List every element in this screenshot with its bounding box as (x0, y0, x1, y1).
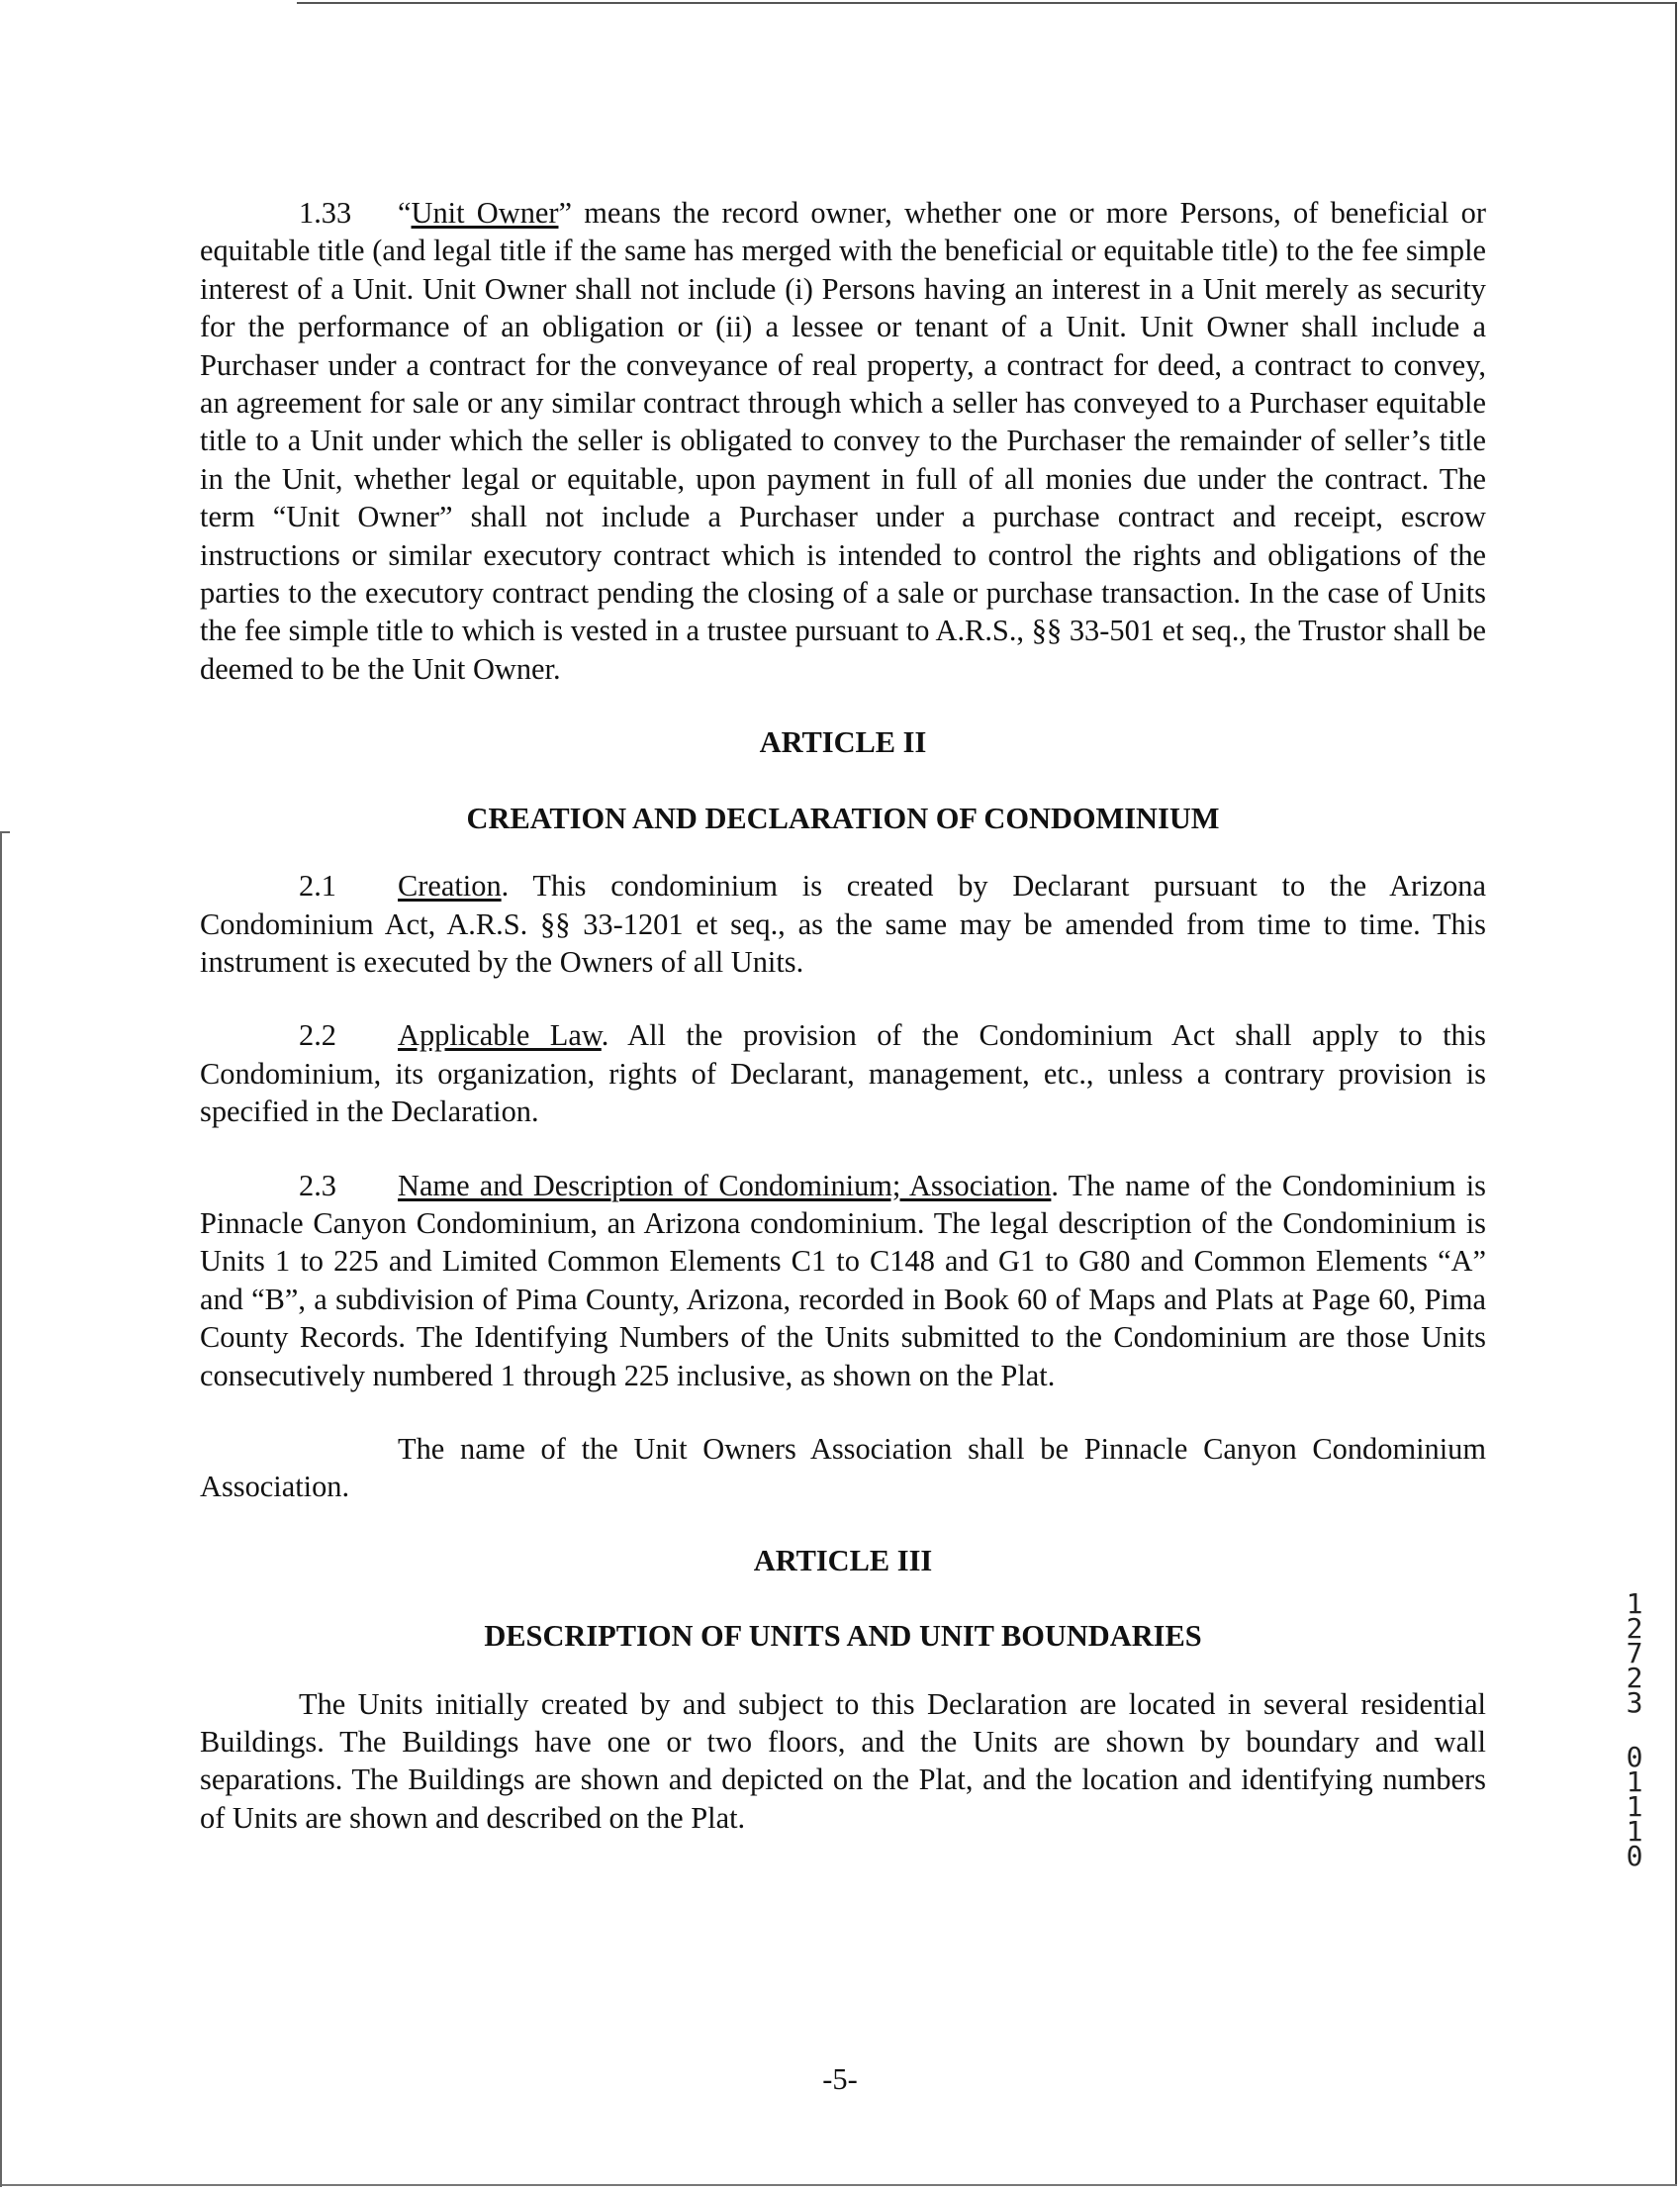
stamp-digit: 0 (1626, 1741, 1643, 1773)
article-3-body: The Units initially created by and subject to this Declaration are located in several residential Buildings. The Buildings have one or two floors, and the Units are shown by boundary and wall separations. The Buildings are shown and depicted on the Plat, and the location and identifying numbers of Units are shown and described on the Plat. (200, 1686, 1486, 1835)
association-paragraph: The name of the Unit Owners Association shall be Pinnacle Canyon Condominium Association. (200, 1431, 1486, 1504)
scan-edge-bottom (0, 2184, 1677, 2186)
stamp-digit: 2 (1626, 1612, 1643, 1645)
section-2-1-body: . This condominium is created by Declarant pursuant to the Arizona Condominium Act, A.R.S. §§ 33-1201 et seq., as the same may be amended from time to time. This instrument is executed by the Owners of all Units. (200, 869, 1486, 979)
stamp-digit: 1 (1626, 1587, 1643, 1620)
stamp-digit: 2 (1626, 1662, 1643, 1694)
stamp-digit: 0 (1626, 1840, 1643, 1872)
section-2-1-number: 2.1 (299, 869, 336, 904)
section-2-2-body: . All the provision of the Condominium Act shall apply to this Condominium, its organization, rights of Declarant, management, etc., unless a contrary provision is specified in the Declaration. (200, 1018, 1486, 1129)
section-1-33-number: 1.33 (299, 196, 352, 230)
section-2-2 (200, 1016, 1486, 1130)
section-1-33-body: ” means the record owner, whether one or more Persons, of beneficial or equitable title (and legal title if the same has merged with the beneficial or equitable title) to the fee simple interest of a Unit. Unit Owner shall not include (i) Persons having an interest in a Unit merely as security for the performance of an obligation or (ii) a lessee or tenant of a Unit. Unit Owner shall include a Purchaser under a contract for the conveyance of real property, a contract for deed, a contract to convey, an agreement for sale or any similar contract through which a seller has conveyed to a Purchaser equitable title to a Unit under which the seller is obligated to convey to the Purchaser the remainder of seller’s title in the Unit, whether legal or equitable, upon payment in full of all monies due under the contract. The term “Unit Owner” shall not include a Purchaser under a purchase contract and receipt, escrow instructions or similar executory contract which is intended to control the rights and obligations of the parties to the executory contract pending the closing of a sale or purchase transaction. In the case of Units the fee simple title to which is vested in a trustee pursuant to A.R.S., §§ 33-501 et seq., the Trustor shall be deemed to be the Unit Owner. (200, 196, 1486, 686)
article-3-label: ARTICLE III (753, 1543, 933, 1577)
recording-number-stamp (1615, 1587, 1654, 1872)
scan-tick-mark (0, 831, 10, 833)
scan-edge-right (1675, 2, 1677, 2184)
section-2-1 (200, 867, 1486, 981)
scan-edge-top (297, 2, 1677, 4)
stamp-digit: 3 (1626, 1686, 1643, 1719)
stamp-digit: 1 (1626, 1815, 1643, 1848)
section-2-3-number: 2.3 (299, 1168, 336, 1202)
section-1-33 (200, 194, 1486, 688)
page-number: -5- (822, 2062, 858, 2096)
section-2-2-heading: Applicable Law (398, 1018, 602, 1053)
article-3-title: DESCRIPTION OF UNITS AND UNIT BOUNDARIES (484, 1619, 1202, 1654)
scan-edge-left (0, 831, 2, 2187)
stamp-digit: 1 (1626, 1765, 1643, 1798)
section-2-3 (200, 1167, 1486, 1394)
section-2-2-number: 2.2 (299, 1018, 336, 1053)
article-2-label: ARTICLE II (759, 725, 927, 760)
stamp-digit: 1 (1626, 1790, 1643, 1823)
section-1-33-term: Unit Owner (411, 196, 559, 230)
document-body (200, 194, 1486, 1837)
stamp-digit: 7 (1626, 1637, 1643, 1669)
section-1-33-open-quote: “ (398, 196, 412, 230)
section-2-1-heading: Creation (398, 869, 502, 904)
section-2-3-body: . The name of the Condominium is Pinnacle Canyon Condominium, an Arizona condominium. The legal description of the Condominium is Units 1 to 225 and Limited Common Elements C1 to C148 and G1 to G80 and Common Elements “A” and “B”, a subdivision of Pima County, Arizona, recorded in Book 60 of Maps and Plats at Page 60, Pima County Records. The Identifying Numbers of the Units submitted to the Condominium are those Units consecutively numbered 1 through 225 inclusive, as shown on the Plat. (200, 1168, 1487, 1392)
article-2-title: CREATION AND DECLARATION OF CONDOMINIUM (466, 801, 1220, 835)
section-2-3-heading: Name and Description of Condominium; Association (398, 1168, 1052, 1202)
